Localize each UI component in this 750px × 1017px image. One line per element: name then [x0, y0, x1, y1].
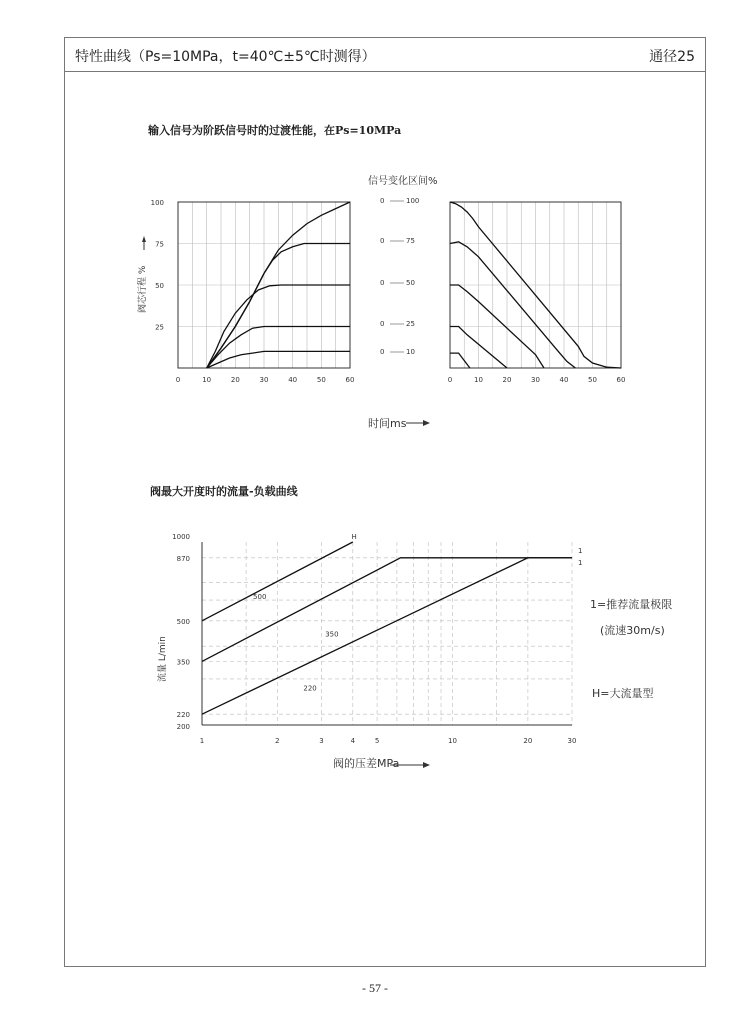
y-tick-label: 500	[176, 617, 190, 626]
x-axis-label: 时间ms	[368, 417, 407, 430]
legend-from-label: 0	[380, 197, 385, 205]
y-tick-label: 25	[155, 323, 164, 332]
x-tick-label: 30	[531, 376, 540, 384]
y-tick-label: 870	[176, 554, 190, 563]
y-tick-label: 350	[176, 658, 190, 667]
x-tick-label: 0	[175, 376, 181, 384]
x-tick-label: 5	[374, 737, 380, 745]
section-title-flow-load: 阀最大开度时的流量-负载曲线	[150, 485, 298, 498]
curve-label-h: H	[351, 533, 357, 541]
x-tick-label: 60	[345, 376, 355, 384]
x-tick-label: 0	[447, 376, 453, 384]
page-number: - 57 -	[362, 981, 388, 995]
x-tick-label: 60	[616, 376, 626, 384]
y-tick-label: 75	[155, 240, 164, 249]
page-frame	[64, 37, 706, 967]
legend-from-label: 0	[380, 279, 385, 287]
section-title-transient: 输入信号为阶跃信号时的过渡性能，在Ps=10MPa	[148, 124, 402, 137]
x-tick-label: 50	[588, 376, 597, 384]
legend-to-label: 25	[406, 320, 415, 328]
y-tick-label: 1000	[172, 533, 190, 541]
x-tick-label: 40	[559, 376, 569, 384]
header-bar	[65, 38, 705, 72]
y-tick-label: 50	[155, 282, 164, 290]
x-tick-label: 40	[288, 376, 298, 384]
annotation-flow-speed: (流速30m/s)	[600, 624, 665, 637]
y-tick-label: 100	[150, 199, 164, 207]
legend-to-label: 10	[406, 348, 415, 356]
x-tick-label: 50	[316, 376, 326, 384]
x-tick-label: 20	[523, 737, 533, 745]
y-axis-label: 阀芯行程 %	[138, 265, 148, 313]
legend-title: 信号变化区间%	[368, 176, 438, 187]
x-tick-label: 20	[502, 376, 512, 384]
x-tick-label: 30	[259, 376, 269, 384]
right-mark: 1	[578, 547, 583, 555]
curve-label-220: 220	[303, 684, 317, 693]
x-tick-label: 30	[567, 737, 577, 745]
legend-from-label: 0	[380, 237, 385, 245]
size-label: 通径25	[649, 49, 695, 65]
curve-label-350: 350	[325, 630, 339, 639]
y-tick-label: 200	[176, 723, 190, 731]
curve-label-500: 500	[253, 592, 267, 601]
x-tick-label: 4	[350, 737, 356, 745]
x-tick-label: 1	[199, 737, 205, 745]
x-tick-label: 2	[275, 737, 280, 745]
x-axis-label: 阀的压差MPa	[333, 757, 400, 770]
x-tick-label: 10	[448, 737, 457, 745]
y-axis-label: 流量 L/min	[158, 636, 168, 682]
y-tick-label: 220	[176, 711, 190, 720]
legend-from-label: 0	[380, 320, 385, 328]
legend-to-label: 75	[406, 237, 415, 245]
annotation-high-flow-type: H=大流量型	[592, 687, 654, 700]
right-mark: 1	[578, 559, 583, 567]
legend-from-label: 0	[380, 348, 385, 356]
annotation-recommended-limit: 1=推荐流量极限	[590, 598, 673, 611]
page-title: 特性曲线（Ps=10MPa，t=40℃±5℃时测得）	[75, 49, 376, 65]
x-tick-label: 10	[202, 376, 212, 384]
legend-to-label: 50	[406, 279, 415, 287]
x-tick-label: 20	[230, 376, 240, 384]
legend-to-label: 100	[406, 197, 420, 205]
x-tick-label: 10	[474, 376, 483, 384]
x-tick-label: 3	[319, 737, 324, 745]
